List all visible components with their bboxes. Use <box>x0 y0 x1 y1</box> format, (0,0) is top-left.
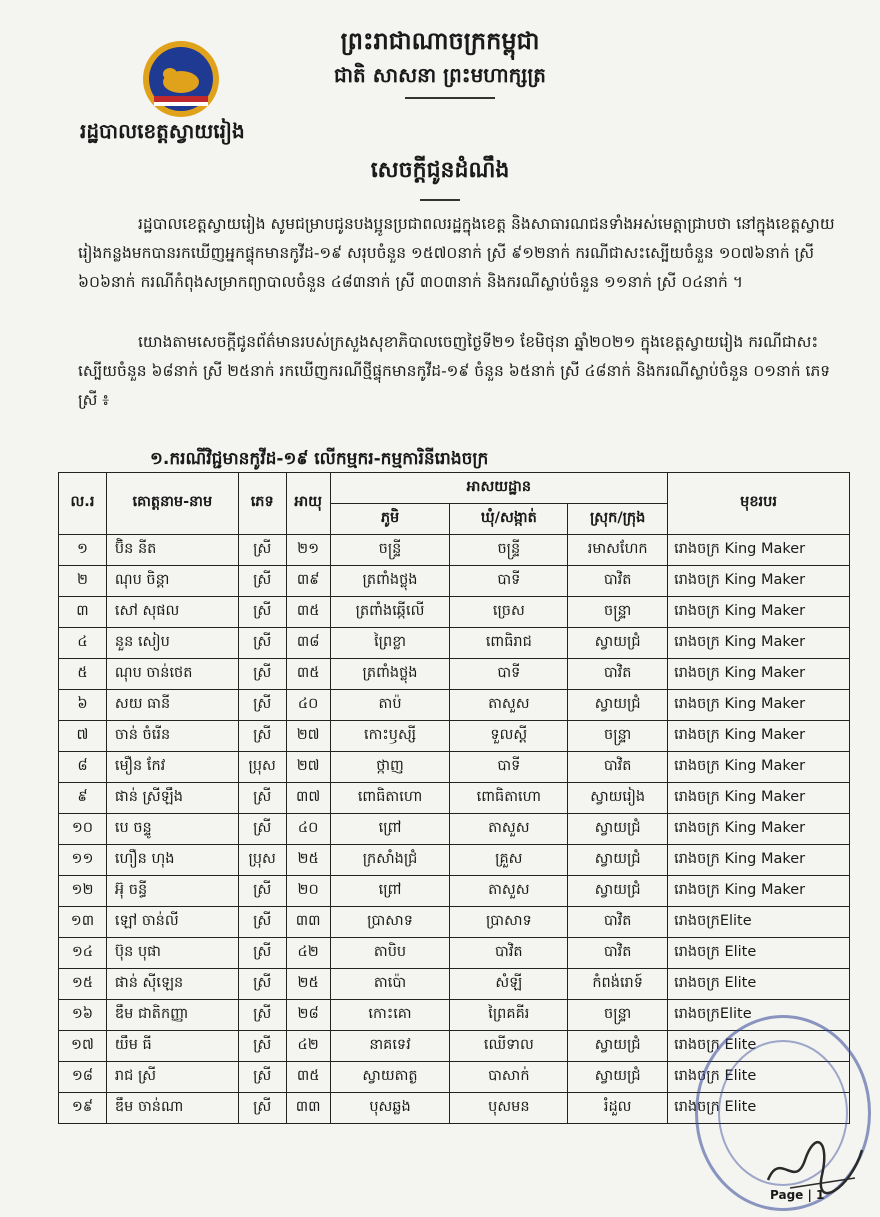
cell-age: ២៧ <box>286 752 330 783</box>
cell-sex: ប្រុស <box>238 752 286 783</box>
cell-workplace: រោងចក្រ King Maker <box>668 566 850 597</box>
cell-village: ព្រៅ <box>330 814 450 845</box>
cell-district: ស្វាយជ្រំ <box>568 814 668 845</box>
cell-village: ត្រពាំងថ្លុង <box>330 659 450 690</box>
cell-village: ប្រាសាទ <box>330 907 450 938</box>
cell-name: ឌឹម ជាតិកញ្ញា <box>106 1000 238 1031</box>
cell-age: ២១ <box>286 535 330 566</box>
table-row <box>59 752 850 783</box>
cell-age: ២៨ <box>286 1000 330 1031</box>
cell-village: នាគទេវ <box>330 1031 450 1062</box>
table-row <box>59 814 850 845</box>
agency-name: រដ្ឋបាលខេត្តស្វាយរៀង <box>80 119 245 143</box>
cell-sex: ស្រី <box>238 876 286 907</box>
cell-name: នួន សៀប <box>106 628 238 659</box>
cell-sex: ស្រី <box>238 566 286 597</box>
cell-name: មឿន កែវ <box>106 752 238 783</box>
cell-commune: បាសាក់ <box>450 1062 568 1093</box>
cell-no: ៩ <box>59 783 107 814</box>
cell-commune: ពោធិរាជ <box>450 628 568 659</box>
cell-commune: ទួលស្ដី <box>450 721 568 752</box>
table-row <box>59 690 850 721</box>
cell-name: ឡៅ ចាន់លី <box>106 907 238 938</box>
cell-sex: ស្រី <box>238 597 286 628</box>
cell-workplace: រោងចក្រ Elite <box>668 938 850 969</box>
update-paragraph: យោងតាមសេចក្ដីជូនព័ត៌មានរបស់ក្រសួងសុខាភិបាលចេញថ្ងៃទី២១ ខែមិថុនា ឆ្នាំ២០២១ ក្នុងខេត្តស្វាយរៀង ករណីជាសះស្បើយចំនួន ៦៨នាក់ ស្រី ២៥នាក់ រកឃើញករណីថ្មីផ្ទុកមានកូវីដ-១៩ ចំនួន ៦៥នាក់ ស្រី ៤៨នាក់ និងករណីស្លាប់ចំនួន ០១នាក់ ភេទស្រី ៖ <box>78 333 831 409</box>
table-row <box>59 597 850 628</box>
cell-district: កំពង់រោទ៍ <box>568 969 668 1000</box>
cell-village: ត្រពាំងឆ្កើលើ <box>330 597 450 628</box>
cell-age: ៣៥ <box>286 1062 330 1093</box>
cell-no: ៨ <box>59 752 107 783</box>
cell-age: ៤០ <box>286 690 330 721</box>
cell-district: ស្វាយរៀង <box>568 783 668 814</box>
cell-sex: ស្រី <box>238 535 286 566</box>
cell-workplace: រោងចក្រ King Maker <box>668 690 850 721</box>
cell-commune: ចន្រ្ទី <box>450 535 568 566</box>
cell-commune: សំឡី <box>450 969 568 1000</box>
header-address: អាសយដ្ឋាន <box>330 473 667 504</box>
cell-commune: បាទី <box>450 752 568 783</box>
cell-village: ថ្កាញ <box>330 752 450 783</box>
cell-workplace: រោងចក្រ Elite <box>668 1031 850 1062</box>
motto-divider <box>405 97 495 99</box>
cell-no: ១២ <box>59 876 107 907</box>
cell-age: ៤០ <box>286 814 330 845</box>
cell-no: ១៨ <box>59 1062 107 1093</box>
cell-commune: តាសួស <box>450 876 568 907</box>
header-age: អាយុ <box>286 473 330 535</box>
cell-name: ចាន់ ចំរើន <box>106 721 238 752</box>
cell-no: ១៤ <box>59 938 107 969</box>
cell-district: បាវិត <box>568 938 668 969</box>
intro-paragraph: រដ្ឋបាលខេត្តស្វាយរៀង សូមជម្រាបជូនបងប្អូនប្រជាពលរដ្ឋក្នុងខេត្ត និងសាធារណជនទាំងអស់មេត្តាជ្រាបថា នៅក្នុងខេត្តស្វាយរៀងកន្លងមកបានរកឃើញអ្នកផ្ទុកមានកូវីដ-១៩ សរុបចំនួន ១៥៧០នាក់ ស្រី ៩១២នាក់ ករណីជាសះស្បើយចំនួន ១០៧៦នាក់ ស្រី ៦០៦នាក់ ករណីកំពុងសម្រាកព្យាបាលចំនួន ៤៨៣នាក់ ស្រី ៣០៣នាក់ និងករណីស្លាប់ចំនួន ១១នាក់ ស្រី ០៤នាក់ ។ <box>78 215 835 291</box>
cell-workplace: រោងចក្រ Elite <box>668 1093 850 1124</box>
cell-name: អ៊ុ ចន្ធី <box>106 876 238 907</box>
cell-workplace: រោងចក្រ Elite <box>668 969 850 1000</box>
cell-village: តាប៉ <box>330 690 450 721</box>
cell-district: បាវិត <box>568 659 668 690</box>
table-row <box>59 783 850 814</box>
cell-age: ២៧ <box>286 721 330 752</box>
cell-district: បាវិត <box>568 752 668 783</box>
cell-district: បាវិត <box>568 566 668 597</box>
cell-village: ត្រពាំងថ្លុង <box>330 566 450 597</box>
cell-workplace: រោងចក្រ King Maker <box>668 721 850 752</box>
cell-name: សៅ សុផល <box>106 597 238 628</box>
cell-workplace: រោងចក្រ King Maker <box>668 845 850 876</box>
table-row <box>59 659 850 690</box>
cell-no: ៥ <box>59 659 107 690</box>
cell-name: ណុប ចាន់ថេត <box>106 659 238 690</box>
cell-district: ស្វាយជ្រំ <box>568 628 668 659</box>
cell-sex: ស្រី <box>238 907 286 938</box>
cell-no: ៣ <box>59 597 107 628</box>
cell-sex: ស្រី <box>238 659 286 690</box>
cell-commune: គ្រួស <box>450 845 568 876</box>
header-no: ល.រ <box>59 473 107 535</box>
cell-commune: តាសួស <box>450 814 568 845</box>
cell-district: ស្វាយជ្រំ <box>568 1062 668 1093</box>
cell-age: ៣៨ <box>286 628 330 659</box>
cell-no: ១៥ <box>59 969 107 1000</box>
cell-age: ២៥ <box>286 969 330 1000</box>
cell-no: ៤ <box>59 628 107 659</box>
cell-sex: ស្រី <box>238 1093 286 1124</box>
cell-name: ផាន់ ស្រីឡឹង <box>106 783 238 814</box>
cell-sex: ស្រី <box>238 690 286 721</box>
cell-age: ៣៥ <box>286 597 330 628</box>
cell-age: ២០ <box>286 876 330 907</box>
cell-name: ប៊ុន បុផា <box>106 938 238 969</box>
cell-no: ៦ <box>59 690 107 721</box>
cell-no: ១៧ <box>59 1031 107 1062</box>
cell-age: ៣៧ <box>286 783 330 814</box>
cell-commune: ប្រាសាទ <box>450 907 568 938</box>
cell-name: ផាន់ ស៊ីឡេន <box>106 969 238 1000</box>
cell-name: ណុប ចិន្តា <box>106 566 238 597</box>
cell-no: ១១ <box>59 845 107 876</box>
cell-workplace: រោងចក្រ King Maker <box>668 876 850 907</box>
national-motto: ជាតិ សាសនា ព្រះមហាក្សត្រ <box>334 63 546 87</box>
cell-workplace: រោងចក្រ King Maker <box>668 628 850 659</box>
cell-no: ៧ <box>59 721 107 752</box>
cell-age: ៤២ <box>286 938 330 969</box>
cell-sex: ស្រី <box>238 1031 286 1062</box>
cell-village: ព្រៃខ្លា <box>330 628 450 659</box>
cell-village: កោះគោ <box>330 1000 450 1031</box>
cell-commune: បាវិត <box>450 938 568 969</box>
cell-sex: ស្រី <box>238 628 286 659</box>
cell-district: រំដួល <box>568 1093 668 1124</box>
cell-village: ព្រៅ <box>330 876 450 907</box>
cell-age: ៣៥ <box>286 659 330 690</box>
cell-workplace: រោងចក្រ Elite <box>668 1062 850 1093</box>
cell-workplace: រោងចក្រ King Maker <box>668 814 850 845</box>
table-row <box>59 938 850 969</box>
cell-name: ហឿន ហុង <box>106 845 238 876</box>
cell-commune: ពោធិតាហោ <box>450 783 568 814</box>
cell-village: តាប៉ោ <box>330 969 450 1000</box>
cell-no: ២ <box>59 566 107 597</box>
table-row <box>59 1000 850 1031</box>
document-title: សេចក្ដីជូនដំណឹង <box>370 158 510 183</box>
cell-name: ប៊ិន នីត <box>106 535 238 566</box>
cell-commune: ព្រៃគគីរ <box>450 1000 568 1031</box>
cell-name: ឌឹម ចាន់ណា <box>106 1093 238 1124</box>
cell-sex: ស្រី <box>238 721 286 752</box>
cell-workplace: រោងចក្រ King Maker <box>668 659 850 690</box>
cell-name: យឹម ធី <box>106 1031 238 1062</box>
table-row <box>59 628 850 659</box>
cell-village: តាបិប <box>330 938 450 969</box>
cell-commune: ច្រេស <box>450 597 568 628</box>
header-occupation: មុខរបរ <box>668 473 850 535</box>
cell-no: ១ <box>59 535 107 566</box>
table-row <box>59 876 850 907</box>
cell-name: រាជ ស្រី <box>106 1062 238 1093</box>
cell-commune: ឈើទាល <box>450 1031 568 1062</box>
cell-sex: ស្រី <box>238 1062 286 1093</box>
cell-village: បុសឆ្លង <box>330 1093 450 1124</box>
header-village: ភូមិ <box>330 504 450 535</box>
kingdom-title: ព្រះរាជាណាចក្រកម្ពុជា <box>340 27 540 55</box>
cell-sex: ស្រី <box>238 814 286 845</box>
header-name: គោត្តនាម-នាម <box>106 473 238 535</box>
table-row <box>59 535 850 566</box>
page-number: Page | 1 <box>770 1188 825 1202</box>
cell-district: ចន្រ្ទា <box>568 597 668 628</box>
cell-name: បេ ចន្ទូ <box>106 814 238 845</box>
cell-district: ចន្រ្ទា <box>568 1000 668 1031</box>
cell-village: កោះឫស្សី <box>330 721 450 752</box>
cell-workplace: រោងចក្រ King Maker <box>668 752 850 783</box>
cell-sex: ស្រី <box>238 783 286 814</box>
cell-age: ៣៣ <box>286 907 330 938</box>
cell-commune: បុសមន <box>450 1093 568 1124</box>
cell-commune: បាទី <box>450 566 568 597</box>
cell-age: ៣៣ <box>286 1093 330 1124</box>
cell-sex: ស្រី <box>238 1000 286 1031</box>
cell-district: ស្វាយជ្រំ <box>568 690 668 721</box>
cell-workplace: រោងចក្រElite <box>668 1000 850 1031</box>
cell-no: ១៩ <box>59 1093 107 1124</box>
cell-age: ២៥ <box>286 845 330 876</box>
title-divider <box>420 199 460 201</box>
cell-workplace: រោងចក្រ King Maker <box>668 535 850 566</box>
table-row <box>59 907 850 938</box>
table-row <box>59 845 850 876</box>
header-sex: ភេទ <box>238 473 286 535</box>
cell-district: ស្វាយជ្រំ <box>568 876 668 907</box>
cell-district: ស្វាយជ្រំ <box>568 845 668 876</box>
cell-district: ស្វាយជ្រំ <box>568 1031 668 1062</box>
cell-commune: បាទី <box>450 659 568 690</box>
cases-table <box>58 472 850 1124</box>
cell-workplace: រោងចក្រ King Maker <box>668 783 850 814</box>
section-heading: ១.ករណីវិជ្ជមានកូវីដ-១៩ លើកម្មករ-កម្មការិនីរោងចក្រ <box>150 449 489 469</box>
cell-district: រមាសហែក <box>568 535 668 566</box>
table-row <box>59 721 850 752</box>
cell-commune: តាសួស <box>450 690 568 721</box>
cell-no: ១៦ <box>59 1000 107 1031</box>
cell-no: ១៣ <box>59 907 107 938</box>
cell-no: ១០ <box>59 814 107 845</box>
cell-sex: ស្រី <box>238 969 286 1000</box>
header-commune: ឃុំ/សង្កាត់ <box>450 504 568 535</box>
table-row <box>59 566 850 597</box>
cell-village: ពោធិតាហោ <box>330 783 450 814</box>
cell-age: ៣៩ <box>286 566 330 597</box>
cell-sex: ស្រី <box>238 938 286 969</box>
cell-village: ចន្រ្ទី <box>330 535 450 566</box>
cell-village: ក្រសាំងជ្រំ <box>330 845 450 876</box>
cell-workplace: រោងចក្រ King Maker <box>668 597 850 628</box>
cell-district: ចន្រ្ទា <box>568 721 668 752</box>
table-row <box>59 969 850 1000</box>
cell-sex: ប្រុស <box>238 845 286 876</box>
cell-district: បាវិត <box>568 907 668 938</box>
header-district: ស្រុក/ក្រុង <box>568 504 668 535</box>
cell-village: ស្វាយតាត្ង <box>330 1062 450 1093</box>
cell-name: សយ ធានី <box>106 690 238 721</box>
cell-workplace: រោងចក្រElite <box>668 907 850 938</box>
cell-age: ៤២ <box>286 1031 330 1062</box>
